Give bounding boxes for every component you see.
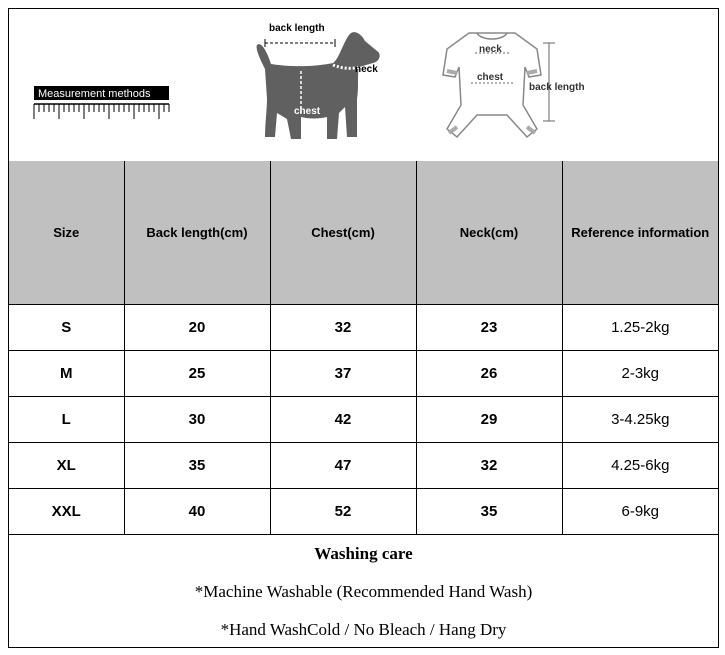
chest-cell: 47 xyxy=(270,443,416,489)
column-header-neck: Neck(cm) xyxy=(416,161,562,305)
reference-cell: 3-4.25kg xyxy=(562,397,718,443)
washing-care-line: *Hand WashCold / No Bleach / Hang Dry xyxy=(220,620,507,639)
back-length-cell: 20 xyxy=(124,305,270,351)
size-cell: XL xyxy=(9,443,124,489)
size-cell: XXL xyxy=(9,489,124,535)
back-length-cell: 35 xyxy=(124,443,270,489)
washing-care-line: *Machine Washable (Recommended Hand Wash) xyxy=(194,582,533,601)
measurement-illustrations xyxy=(9,9,718,161)
measurement-header xyxy=(9,9,718,162)
back-length-cell: 40 xyxy=(124,489,270,535)
table-row xyxy=(9,397,718,443)
neck-cell: 23 xyxy=(416,305,562,351)
column-header-reference: Reference information xyxy=(562,161,718,305)
column-header-back-length: Back length(cm) xyxy=(124,161,270,305)
washing-care-title: Washing care xyxy=(314,544,413,563)
reference-cell: 4.25-6kg xyxy=(562,443,718,489)
washing-care-section xyxy=(9,536,718,647)
ruler-label: Measurement methods xyxy=(38,88,151,100)
size-cell: M xyxy=(9,351,124,397)
size-cell: S xyxy=(9,305,124,351)
table-row xyxy=(9,489,718,535)
reference-cell: 2-3kg xyxy=(562,351,718,397)
column-header-chest: Chest(cm) xyxy=(270,161,416,305)
neck-cell: 29 xyxy=(416,397,562,443)
size-chart xyxy=(8,8,719,648)
neck-cell: 32 xyxy=(416,443,562,489)
size-cell: L xyxy=(9,397,124,443)
back-length-cell: 30 xyxy=(124,397,270,443)
dog-chest-label: chest xyxy=(294,106,321,117)
table-row xyxy=(9,351,718,397)
dog-silhouette-icon xyxy=(257,23,380,139)
dog-back-length-label: back length xyxy=(269,23,325,34)
garment-neck-label: neck xyxy=(479,44,502,55)
table-header-row xyxy=(9,161,718,305)
back-length-cell: 25 xyxy=(124,351,270,397)
chest-cell: 37 xyxy=(270,351,416,397)
reference-cell: 1.25-2kg xyxy=(562,305,718,351)
reference-cell: 6-9kg xyxy=(562,489,718,535)
size-table xyxy=(9,161,718,535)
chest-cell: 32 xyxy=(270,305,416,351)
chest-cell: 42 xyxy=(270,397,416,443)
garment-chest-label: chest xyxy=(477,72,504,83)
column-header-size: Size xyxy=(9,161,124,305)
garment-back-length-label: back length xyxy=(529,82,585,93)
chest-cell: 52 xyxy=(270,489,416,535)
table-row xyxy=(9,443,718,489)
ruler-icon xyxy=(34,86,169,119)
neck-cell: 35 xyxy=(416,489,562,535)
table-row xyxy=(9,305,718,351)
dog-neck-label: neck xyxy=(355,64,378,75)
neck-cell: 26 xyxy=(416,351,562,397)
